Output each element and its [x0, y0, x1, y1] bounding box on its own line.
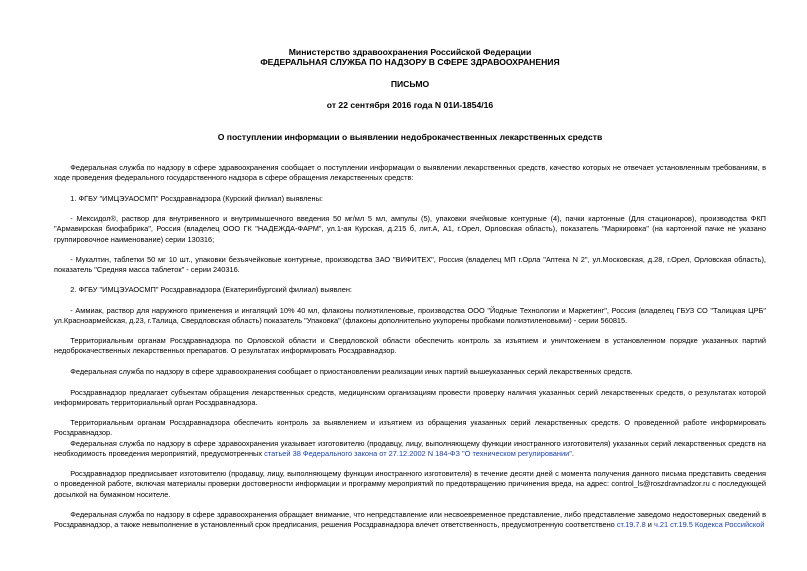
- paragraph-text: .: [571, 449, 574, 459]
- document-date-number: от 22 сентября 2016 года N 01И-1854/16: [326, 100, 494, 110]
- paragraph-withdrawal-control: Территориальным органам Росздравнадзора обеспечить контроль за выявлением и изъятием из обращения указанных серий лекарственных средств. О проведенной работе информировать Росздравнадзор.: [54, 418, 766, 438]
- paragraph-text: и: [645, 520, 654, 530]
- document-type: ПИСЬМО: [390, 79, 430, 89]
- paragraph-liability: [54, 510, 766, 531]
- paragraph-manufacturer-measures: [54, 439, 766, 460]
- koap-19-7-8-link[interactable]: ст.19.7.8: [616, 520, 646, 530]
- paragraph-manufacturer-order: Росздравнадзор предписывает изготовителю (продавцу, лицу, выполняющему функции иностранного изготовителя) в течение десяти дней с момента получения данного письма представить сведения о проведенной работе, включая материалы проверки достоверности информации и программу мероприятий по предотвращению причинения вреда, на адрес: control_ls@roszdravnadzor.ru с последующей досылкой на бумажном носителе.: [54, 469, 766, 499]
- law-article-38-link[interactable]: статьей 38 Федерального закона от 27.12.2002 N 184-ФЗ "О техническом регулировании": [264, 449, 572, 459]
- paragraph-ekaterinburg-branch: 2. ФГБУ "ИМЦЭУАОСМП" Росздравнадзора (Екатеринбургский филиал) выявлен:: [70, 285, 352, 294]
- paragraph-intro: Федеральная служба по надзору в сфере здравоохранения сообщает о поступлении информации о выявлении лекарственных средств, качество которых не отвечает установленным требованиям, в ходе проведения федерального государственного надзора в сфере обращения лекарственных средств:: [54, 163, 766, 183]
- paragraph-mukaltin: - Мукалтин, таблетки 50 мг 10 шт., упаковки безъячейковые контурные, производства ЗАО "ВИФИТЕХ", Россия (владелец МП г.Орла "Аптека N 2", ул.Московская, д.28, г.Орел, Орловская область), показатель "Средняя масса таблеток" - серии 240316.: [54, 255, 766, 275]
- paragraph-text: Федеральная служба по надзору в сфере здравоохранения обращает внимание, что непредставление или несвоевременное представление, либо представление заведомо недостоверных сведений в Росздравнадзор, а также невыполнение в установленный срок предписания, решения Росздравнадзора влечет ответственность, предусмотренную соответствено: [54, 510, 766, 530]
- service-title: ФЕДЕРАЛЬНАЯ СЛУЖБА ПО НАДЗОРУ В СФЕРЕ ЗДРАВООХРАНЕНИЯ: [260, 57, 560, 67]
- ministry-title: Министерство здравоохранения Российской Федерации: [288, 47, 532, 57]
- paragraph-kursk-branch: 1. ФГБУ "ИМЦЭУАОСМП" Росздравнадзора (Курский филиал) выявлены:: [70, 194, 323, 203]
- paragraph-territorial-control: Территориальным органам Росздравнадзора по Орловской области и Свердловской области обеспечить контроль за изъятием и уничтожением в установленном порядке указанных партий недоброкачественных лекарственных препаратов. О результатах информировать Росздравнадзор.: [54, 336, 766, 356]
- document-page: [54, 0, 766, 571]
- paragraph-ammiak: - Аммиак, раствор для наружного применения и ингаляций 10% 40 мл, флаконы полиэтиленовые, производства ООО "Йодные Технологии и Маркетинг", Россия (владелец ГБУЗ СО "Талицкая ЦРБ" ул.Красноармейская, д.23, г.Талица, Свердловская область) показатель "Упаковка" (флаконы дополнительно укупорены пробками полиэтиленовыми) - серии 560815.: [54, 306, 766, 326]
- koap-19-5-link[interactable]: ч.21 ст.19.5: [653, 520, 693, 530]
- document-subject: О поступлении информации о выявлении недоброкачественных лекарственных средств: [217, 132, 603, 142]
- paragraph-text: Федеральная служба по надзору в сфере здравоохранения указывает изготовителю (продавцу, лицу, выполняющему функции иностранного изготовителя) указанных серий лекарственных средств на необходимость проведения мероприятий, предусмотренных: [54, 439, 766, 459]
- paragraph-mexidol: - Мексидол®, раствор для внутривенного и внутримышечного введения 50 мг/мл 5 мл, ампулы (5), упаковки ячейковые контурные (4), пачки картонные (Для стационаров), производства ФКП "Армавирская биофабрика", Россия (владелец ООО ГК "НАДЕЖДА-ФАРМ", ул.1-ая Курская, д.215 б, лит.А, А1, г.Орел, Орловская область), показатель "Маркировка" (на картонной пачке не указано группировочное наименование) серии 130316;: [54, 214, 766, 244]
- paragraph-check-proposal: Росздравнадзор предлагает субъектам обращения лекарственных средств, медицинским организациям провести проверку наличия указанных серий лекарственных средств, о результатах которой информировать территориальный орган Росздравнадзора.: [54, 388, 766, 408]
- koap-code-link[interactable]: Кодекса Российской: [694, 520, 765, 530]
- paragraph-suspension: Федеральная служба по надзору в сфере здравоохранения сообщает о приостановлении реализации иных партий вышеуказанных серий лекарственных средств.: [70, 367, 633, 376]
